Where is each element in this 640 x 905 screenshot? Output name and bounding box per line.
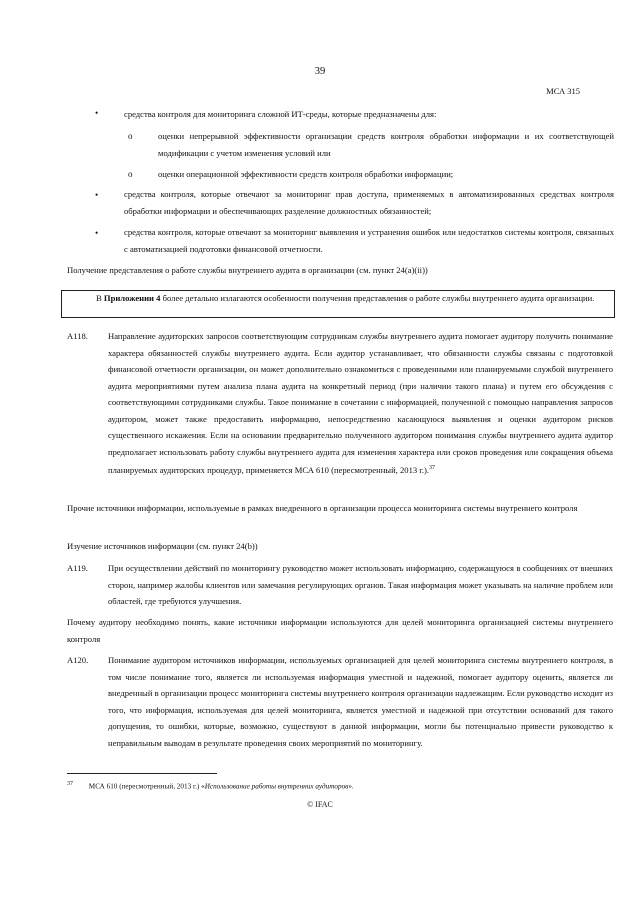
section-heading: Почему аудитору необходимо понять, какие источники информации используются для целей мониторинга организацией системы внутреннего контроля bbox=[67, 617, 613, 644]
paragraph-a118 bbox=[67, 328, 613, 498]
sub-bullet-text: оценки операционной эффективности средств контроля обработки информации; bbox=[158, 169, 454, 179]
bullet-icon: • bbox=[95, 108, 99, 118]
paragraph-number: A118. bbox=[67, 331, 88, 341]
footnote: $^{37}$ МСА 610 (пересмотренный, 2013 г.) «Использование работы внутренних аудиторов». bbox=[67, 781, 354, 791]
page-number: 39 bbox=[314, 66, 326, 77]
paragraph-text: При осуществлении действий по мониторингу руководство может использовать информацию, содержащуюся в сообщениях от внешних сторон, например жалобы клиентов или замечания регулирующих органов. Такая информация может указывать на наличие проблем или областей, где требуются улучшения. bbox=[108, 563, 613, 606]
section-heading: Прочие источники информации, используемые в рамках внедренного в организации процесса мониторинга системы внутреннего контроля bbox=[67, 503, 578, 513]
bullet-text: средства контроля, которые отвечают за мониторинг выявления и устранения ошибок или недостатков системы контроля, связанных с автоматизацией подготовки финансовой отчетности. bbox=[124, 227, 614, 254]
paragraph-text: Направление аудиторских запросов соответствующим сотрудникам службы внутреннего аудита помогает аудитору получить понимание характера обязанностей службы внутреннего аудита. Если аудитор устанавливает, что обязанности службы связаны с подготовкой финансовой отчетности организации, он может дополнительно ознакомиться с проведенными или планируемыми службой внутреннего аудита мероприятиями путем анализа плана аудита на конкретный период (при наличии такого плана) и путем его обсуждения с соответствующими сотрудниками службы. Такое понимание в сочетании с информацией, полученной с помощью направления запросов аудитором, может также предоставить информацию, непосредственно касающуюся выявления и оценки аудитором рисков существенного искажения. Если на основании предварительно полученного аудитором понимания службы внутреннего аудита аудитор предполагает использовать работу службы внутреннего аудита для изменения характера или сроков проведения или сокращения объема планируемых аудиторских процедур, применяется МСА 610 (пересмотренный, 2013 г.).$^{37}$ bbox=[108, 331, 613, 475]
footnote-divider bbox=[67, 773, 217, 774]
footnote-number: 37 bbox=[67, 781, 73, 787]
note-text: более детально излагаются особенности получения представления о работе службы внутреннего аудита организации. bbox=[160, 293, 595, 303]
appendix-reference: Приложении 4 bbox=[103, 293, 161, 303]
paragraph-number: A119. bbox=[67, 563, 88, 573]
bullet-icon: • bbox=[95, 190, 99, 200]
paragraph-text: Понимание аудитором источников информации, используемых организацией для целей мониторинга системы внутреннего контроля, в том числе понимание того, является ли используемая информация уместной и надежной, помогает аудитору оценить, является ли внедренный в организации процесс мониторинга системы внутреннего контроля организации надлежащим. Если руководство исходит из того, что информация, используемая для целей мониторинга, является уместной и надежной при отсутствии оснований для такого допущения, то ошибки, которые, возможно, существуют в данной информации, могли бы потенциально привести руководство к неправильным выводам в результате проведения своих мероприятий по мониторингу. bbox=[108, 655, 613, 748]
sub-bullet-text: оценки непрерывной эффективности организации средств контроля обработки информации и их соответствующей модификации с учетом изменения условий или bbox=[158, 131, 614, 158]
circle-bullet-icon: o bbox=[128, 169, 133, 179]
bullet-icon: • bbox=[95, 228, 99, 238]
section-heading: Изучение источников информации (см. пункт 24(b)) bbox=[67, 541, 258, 551]
circle-bullet-icon: o bbox=[128, 131, 133, 141]
bullet-text: средства контроля, которые отвечают за мониторинг прав доступа, применяемых в автоматизированных средствах контроля обработки информации и обеспечивающих разделение должностных обязанностей; bbox=[124, 189, 614, 216]
footnote-ref: 37 bbox=[429, 465, 436, 471]
paragraph-a120 bbox=[67, 652, 613, 752]
footnote-title: Использование работы внутренних аудиторов bbox=[204, 782, 349, 791]
section-heading: Получение представления о работе службы внутреннего аудита в организации (см. пункт 24(a)(ii)) bbox=[67, 265, 428, 275]
note-prefix: В bbox=[96, 293, 104, 303]
paragraph-a119 bbox=[67, 560, 613, 612]
appendix-note-box bbox=[61, 290, 615, 318]
copyright-footer: © IFAC bbox=[307, 800, 333, 809]
paragraph-number: A120. bbox=[67, 655, 89, 665]
standard-code: МСА 315 bbox=[546, 86, 580, 96]
bullet-text: средства контроля для мониторинга сложной ИТ-среды, которые предназначены для: bbox=[124, 109, 437, 119]
